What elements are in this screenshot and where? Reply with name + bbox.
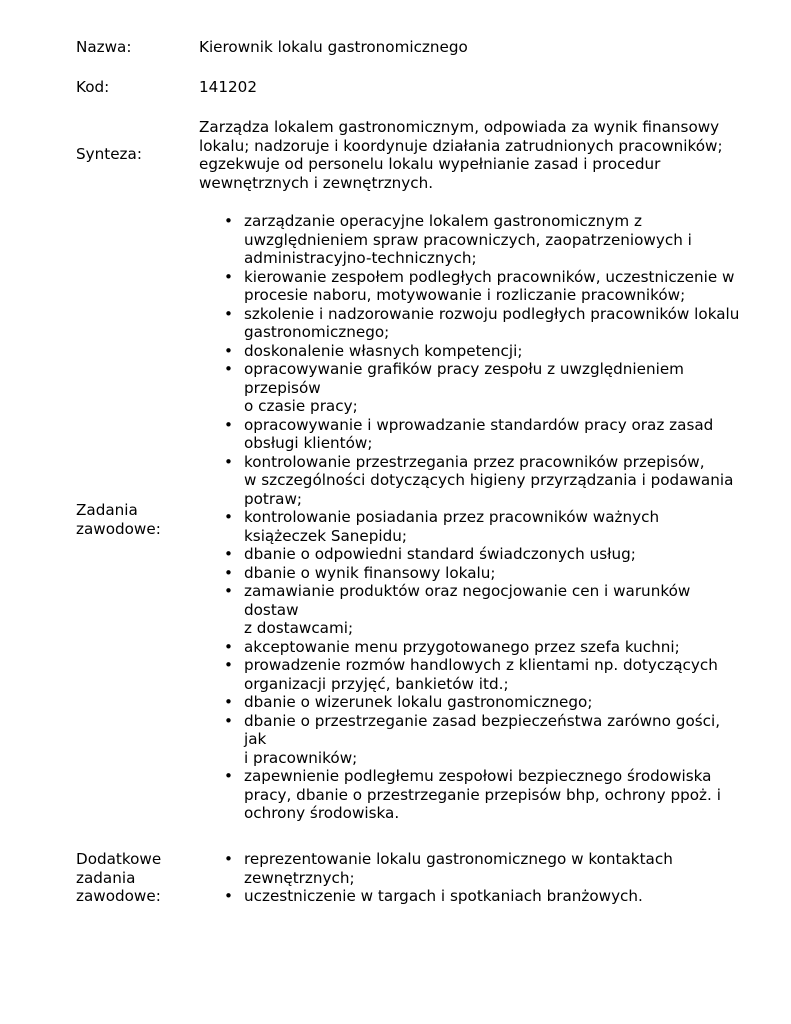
- task-item: [224, 582, 756, 638]
- task-item-line: pracy, dbanie o przestrzeganie przepisów bhp, ochrony ppoż. i: [244, 785, 721, 804]
- task-item: [224, 268, 756, 305]
- synthesis-label: Synteza:: [76, 145, 142, 163]
- task-item: [224, 360, 756, 416]
- task-item-line: administracyjno-technicznych;: [244, 249, 477, 267]
- task-item-line: procesie naboru, motywowanie i rozliczanie pracowników;: [244, 286, 686, 304]
- task-item-line: organizacji przyjęć, bankietów itd.;: [244, 674, 509, 693]
- additional-tasks-list: [224, 850, 756, 906]
- task-item-line: • reprezentowanie lokalu gastronomicznego w kontaktach: [244, 850, 673, 868]
- task-item-line: • dbanie o wizerunek lokalu gastronomicznego;: [244, 693, 593, 711]
- task-item-line: • zapewnienie podległemu zespołowi bezpiecznego środowiska: [244, 767, 712, 785]
- task-item: [224, 305, 756, 342]
- task-item: [224, 342, 756, 361]
- task-item: [224, 693, 756, 712]
- tasks-label: [76, 501, 196, 538]
- task-item: [224, 887, 756, 906]
- task-item-line: potraw;: [244, 489, 302, 508]
- synthesis-line: egzekwuje od personelu lokalu wypełnianie zasad i procedur: [199, 155, 661, 173]
- task-item-line: • opracowywanie i wprowadzanie standardów pracy oraz zasad: [244, 415, 714, 434]
- task-item: [224, 545, 756, 564]
- task-item-line: jak: [244, 730, 267, 748]
- task-item-line: • kontrolowanie posiadania przez pracowników ważnych: [244, 508, 660, 526]
- task-item-line: obsługi klientów;: [244, 434, 373, 452]
- task-item-line: dostaw: [244, 600, 299, 619]
- task-item-line: • dbanie o przestrzeganie zasad bezpieczeństwa zarówno gości,: [244, 711, 721, 730]
- task-item-line: • opracowywanie grafików pracy zespołu z uwzględnieniem: [244, 360, 684, 378]
- task-item-line: • kierowanie zespołem podległych pracowników, uczestniczenie w: [244, 267, 735, 286]
- task-item-line: przepisów: [244, 378, 321, 397]
- task-item-line: • uczestniczenie w targach i spotkaniach branżowych.: [244, 887, 643, 905]
- task-item-line: • dbanie o wynik finansowy lokalu;: [244, 563, 496, 582]
- task-item-line: • prowadzenie rozmów handlowych z klientami np. dotyczących: [244, 656, 718, 674]
- task-item-line: uwzględnieniem spraw pracowniczych, zaopatrzeniowych i: [244, 230, 692, 249]
- task-item-line: • dbanie o odpowiedni standard świadczonych usług;: [244, 545, 636, 563]
- task-item: [224, 656, 756, 693]
- task-item-line: • kontrolowanie przestrzegania przez pracowników przepisów,: [244, 452, 705, 471]
- task-item-line: zewnętrznych;: [244, 868, 355, 887]
- task-item-line: w szczególności dotyczących higieny przyrządzania i podawania: [244, 471, 734, 489]
- tasks-list: [224, 212, 756, 823]
- synthesis-line: Zarządza lokalem gastronomicznym, odpowiada za wynik finansowy: [199, 118, 720, 136]
- name-label: Nazwa:: [76, 38, 132, 56]
- task-item: [224, 416, 756, 453]
- additional-label-line: zawodowe:: [76, 887, 161, 905]
- tasks-label-line: zawodowe:: [76, 519, 161, 538]
- additional-label: [76, 850, 196, 906]
- task-item-line: • szkolenie i nadzorowanie rozwoju podległych pracowników lokalu: [244, 304, 740, 323]
- additional-label-line: Dodatkowe: [76, 850, 162, 868]
- synthesis-line: wewnętrznych i zewnętrznych.: [199, 173, 434, 192]
- task-item-line: • akceptowanie menu przygotowanego przez szefa kuchni;: [244, 637, 680, 656]
- task-item: [224, 212, 756, 268]
- task-item: [224, 850, 756, 887]
- task-item-line: o czasie pracy;: [244, 397, 358, 415]
- task-item: [224, 564, 756, 583]
- code-label: Kod:: [76, 78, 110, 96]
- task-item: [224, 712, 756, 768]
- task-item-line: książeczek Sanepidu;: [244, 526, 407, 545]
- task-item: [224, 453, 756, 509]
- task-item-line: i pracowników;: [244, 748, 358, 767]
- task-item: [224, 767, 756, 823]
- name-value: Kierownik lokalu gastronomicznego: [199, 38, 468, 56]
- task-item: [224, 508, 756, 545]
- tasks-label-line: Zadania: [76, 501, 138, 519]
- task-item-line: ochrony środowiska.: [244, 804, 400, 822]
- task-item-line: • zamawianie produktów oraz negocjowanie cen i warunków: [244, 582, 691, 600]
- code-value: 141202: [199, 78, 257, 96]
- task-item-line: • zarządzanie operacyjne lokalem gastronomicznym z: [244, 212, 642, 230]
- synthesis-line: lokalu; nadzoruje i koordynuje działania zatrudnionych pracowników;: [199, 136, 723, 155]
- task-item-line: z dostawcami;: [244, 619, 354, 637]
- additional-label-line: zadania: [76, 868, 136, 887]
- task-item: [224, 638, 756, 657]
- task-item-line: • doskonalenie własnych kompetencji;: [244, 341, 523, 360]
- synthesis-text: [199, 118, 759, 192]
- task-item-line: gastronomicznego;: [244, 323, 390, 341]
